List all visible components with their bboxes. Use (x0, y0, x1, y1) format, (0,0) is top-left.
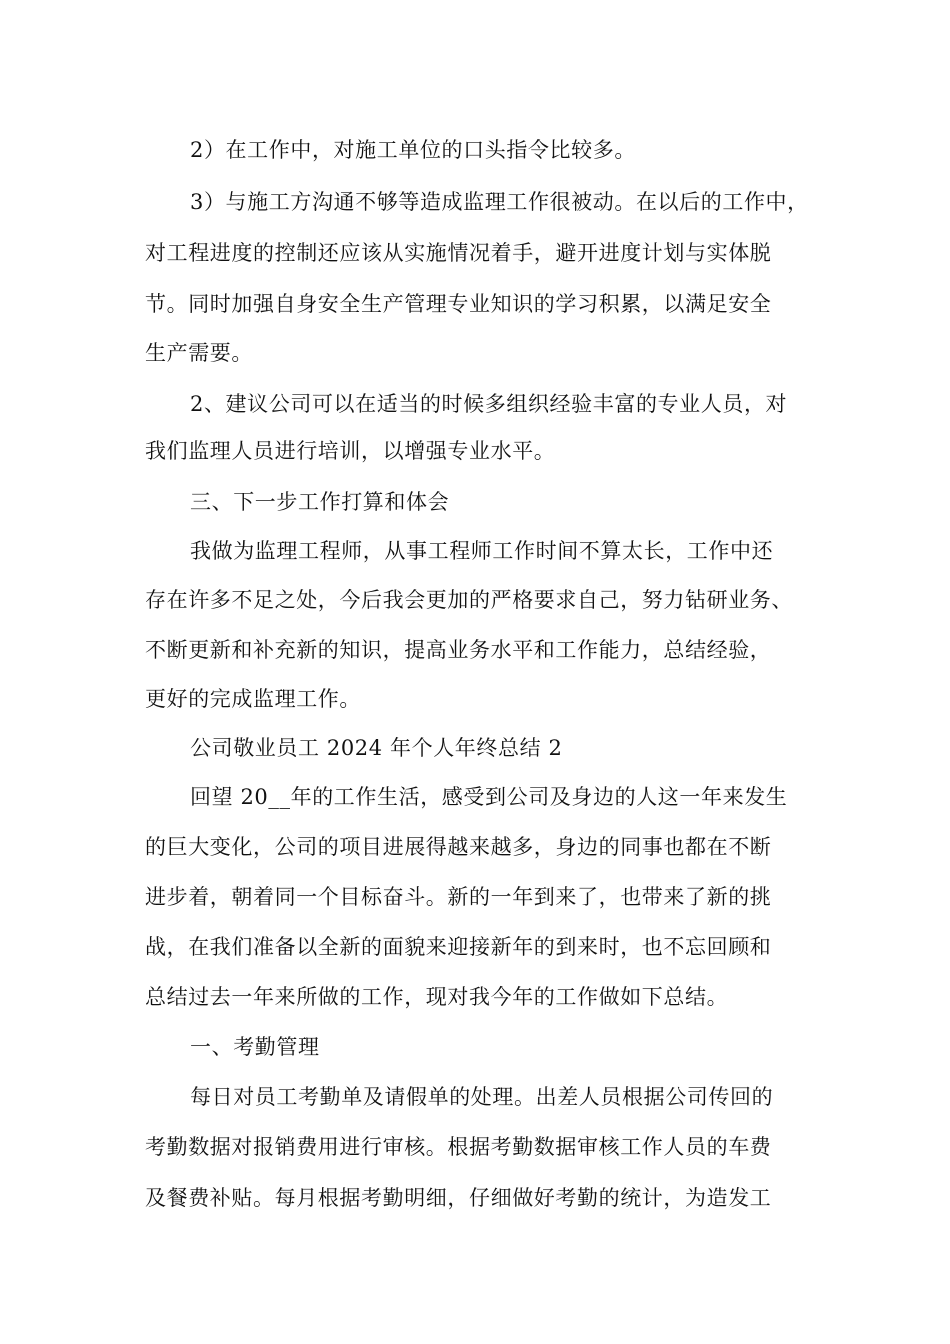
text-line: 总结过去一年来所做的工作，现对我今年的工作做如下总结。 (145, 985, 729, 1009)
text-line: 存在许多不足之处，今后我会更加的严格要求自己，努力钻研业务、 (145, 588, 793, 612)
text-line: 生产需要。 (145, 341, 253, 365)
text-line: 我们监理人员进行培训，以增强专业水平。 (145, 439, 556, 463)
text-line: 3）与施工方沟通不够等造成监理工作很被动。在以后的工作中， (190, 190, 809, 214)
text-line: 战，在我们准备以全新的面貌来迎接新年的到来时，也不忘回顾和 (145, 935, 772, 959)
text-line: 对工程进度的控制还应该从实施情况着手，避开进度计划与实体脱 (145, 241, 772, 265)
text-line: 节。同时加强自身安全生产管理专业知识的学习积累，以满足安全 (145, 292, 772, 316)
text-line: 2、建议公司可以在适当的时候多组织经验丰富的专业人员，对 (190, 392, 788, 416)
text-line: 进步着，朝着同一个目标奋斗。新的一年到来了，也带来了新的挑 (145, 885, 772, 909)
text-line: 我做为监理工程师，从事工程师工作时间不算太长，工作中还 (190, 539, 774, 563)
text-line: 每日对员工考勤单及请假单的处理。出差人员根据公司传回的 (190, 1085, 774, 1109)
text-line: 的巨大变化，公司的项目进展得越来越多，身边的同事也都在不断 (145, 835, 772, 859)
text-line: 及餐费补贴。每月根据考勤明细，仔细做好考勤的统计，为造发工 (145, 1186, 772, 1210)
document-title: 公司敬业员工 2024 年个人年终总结 2 (190, 736, 563, 760)
text-line: 考勤数据对报销费用进行审核。根据考勤数据审核工作人员的车费 (145, 1135, 772, 1159)
section-heading: 一、考勤管理 (190, 1035, 320, 1059)
text-line: 回望 20__年的工作生活，感受到公司及身边的人这一年来发生 (190, 785, 788, 809)
section-heading: 三、下一步工作打算和体会 (190, 490, 450, 514)
text-line: 更好的完成监理工作。 (145, 687, 361, 711)
text-line: 不断更新和补充新的知识，提高业务水平和工作能力，总结经验， (145, 638, 772, 662)
text-line: 2）在工作中，对施工单位的口头指令比较多。 (190, 138, 636, 162)
